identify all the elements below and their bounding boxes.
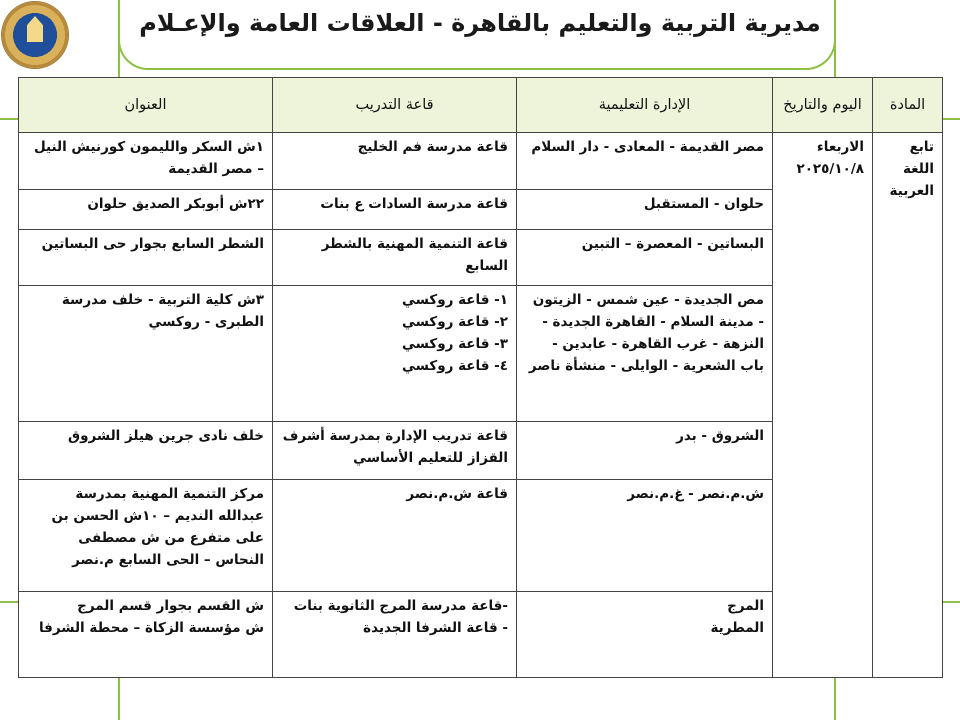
hall-cell: قاعة تدريب الإدارة بمدرسة أشرف القزاز للتعليم الأساسي bbox=[273, 422, 517, 480]
admin-cell: حلوان - المستقبل bbox=[517, 190, 773, 230]
admin-cell: الشروق - بدر bbox=[517, 422, 773, 480]
schedule-table bbox=[18, 77, 943, 678]
address-cell: ٢٢ش أبوبكر الصديق حلوان bbox=[19, 190, 273, 230]
address-cell bbox=[19, 592, 273, 678]
admin-cell: مص الجديدة - عين شمس - الزيتون - مدينة السلام - القاهرة الجديدة - النزهة - غرب القاهرة - عابدين - باب الشعرية - الوايلى - منشأة ناصر bbox=[517, 286, 773, 422]
hall-cell bbox=[273, 286, 517, 422]
decorative-frame-right bbox=[940, 118, 960, 603]
admin-cell: ش.م.نصر - غ.م.نصر bbox=[517, 480, 773, 592]
address-cell: ١ش السكر والليمون كورنيش النيل – مصر القديمة bbox=[19, 133, 273, 190]
page-title: مديرية التربية والتعليم بالقاهرة - العلاقات العامة والإعـلام bbox=[139, 9, 821, 37]
address-line: ش مؤسسة الزكاة – محطة الشرفا bbox=[38, 620, 264, 636]
admin-cell bbox=[517, 592, 773, 678]
address-cell: ٣ش كلية التربية - خلف مدرسة الطبرى - روكسي bbox=[19, 286, 273, 422]
hall-line: ٢- قاعة روكسي bbox=[402, 314, 508, 330]
day-date-cell bbox=[773, 133, 873, 678]
address-cell: خلف نادى جرين هيلز الشروق bbox=[19, 422, 273, 480]
admin-cell: البساتين - المعصرة – التبين bbox=[517, 230, 773, 286]
admin-cell: مصر القديمة - المعادى - دار السلام bbox=[517, 133, 773, 190]
date-value: ٢٠٢٥/١٠/٨ bbox=[796, 161, 864, 177]
hall-line: ٣- قاعة روكسي bbox=[402, 336, 508, 352]
hall-cell: قاعة مدرسة السادات ع بنات bbox=[273, 190, 517, 230]
header-subject: المادة bbox=[873, 78, 943, 133]
admin-line: المرج bbox=[727, 598, 764, 614]
hall-line: ١- قاعة روكسي bbox=[402, 292, 508, 308]
hall-line: -قاعة مدرسة المرج الثانوية بنات bbox=[293, 598, 508, 614]
education-directorate-logo bbox=[2, 2, 68, 68]
admin-line: المطرية bbox=[710, 620, 764, 636]
header-hall: قاعة التدريب bbox=[273, 78, 517, 133]
subject-cell: تابع اللغة العربية bbox=[873, 133, 943, 678]
table-header-row bbox=[19, 78, 943, 133]
header-address: العنوان bbox=[19, 78, 273, 133]
hall-line: - قاعة الشرفا الجديدة bbox=[363, 620, 508, 636]
hall-cell bbox=[273, 592, 517, 678]
address-line: ش القسم بجوار قسم المرج bbox=[77, 598, 264, 614]
hall-cell: قاعة مدرسة فم الخليج bbox=[273, 133, 517, 190]
table-row bbox=[19, 133, 943, 190]
header-admin: الإدارة التعليمية bbox=[517, 78, 773, 133]
decorative-frame-left bbox=[0, 118, 20, 603]
header-day-date: اليوم والتاريخ bbox=[773, 78, 873, 133]
hall-line: ٤- قاعة روكسي bbox=[402, 358, 508, 374]
day-value: الاربعاء bbox=[816, 139, 864, 155]
address-cell: مركز التنمية المهنية بمدرسة عبدالله النديم – ١٠ش الحسن بن على متفرع من ش مصطفى النحاس – الحى السابع م.نصر bbox=[19, 480, 273, 592]
hall-cell: قاعة ش.م.نصر bbox=[273, 480, 517, 592]
hall-cell: قاعة التنمية المهنية بالشطر السابع bbox=[273, 230, 517, 286]
address-cell: الشطر السابع بجوار حى البساتين bbox=[19, 230, 273, 286]
